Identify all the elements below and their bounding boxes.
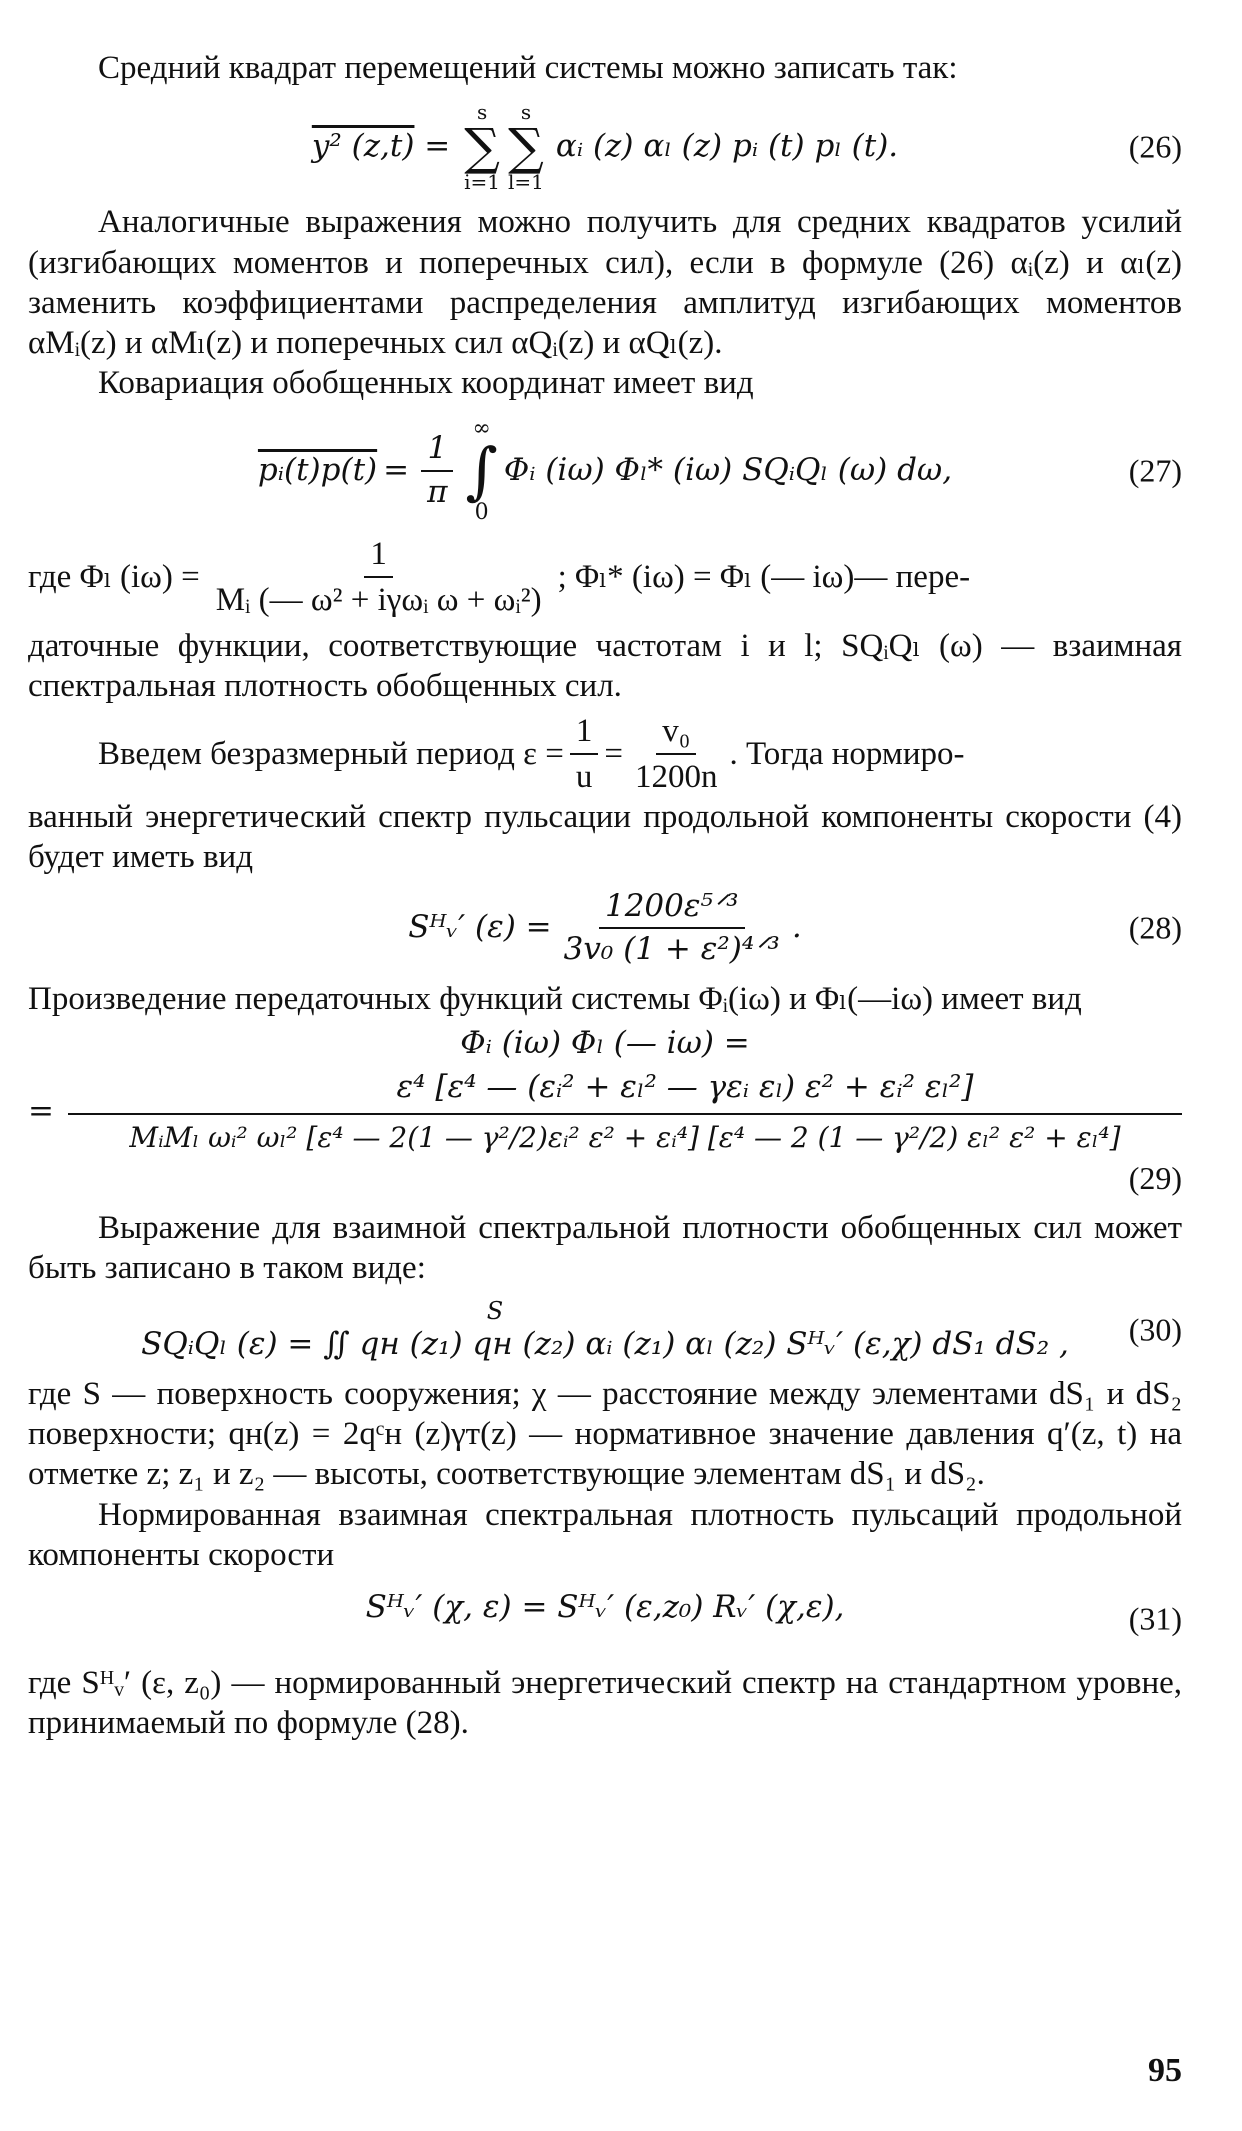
- paragraph-transfer-functions: даточные функции, соответствующие частотам i и l; SQᵢQₗ (ω) — взаимная спектральная плотность обобщенных сил.: [28, 628, 1182, 705]
- paragraph-product: Произведение передаточных функций системы Φᵢ(iω) и Φₗ(—iω) имеет вид: [28, 981, 1082, 1018]
- paragraph-intro: Средний квадрат перемещений системы можно записать так:: [98, 50, 958, 86]
- eq27-body: Φᵢ (iω) Φₗ* (iω) SQᵢQₗ (ω) dω,: [503, 451, 953, 488]
- equation-number-29: (29): [1128, 1160, 1182, 1197]
- eq26-body: αᵢ (z) αₗ (z) pᵢ (t) pₗ (t).: [555, 128, 899, 165]
- integral-sign: ∞ ∫ 0: [465, 415, 498, 525]
- equation-29: Φᵢ (iω) Φₗ (— iω) = = ε⁴ [ε⁴ — (εᵢ² + εₗ² — γεᵢ εₗ) ε² + εᵢ² εₗ²] MᵢMₗ ωᵢ² ωₗ² [ε⁴ — 2(1 — γ²/2)εᵢ² ε² + εᵢ⁴] [ε⁴ — 2 (1 — γ²/2) εₗ² ε² + εₗ⁴] (29): [28, 1025, 1182, 1198]
- eq30-body: SQᵢQₗ (ε) = ∬ qн (z₁) qн (z₂) αᵢ (z₁) αₗ (z₂) Sᴴᵥ′ (ε,χ) dS₁ dS₂ ,: [141, 1325, 1069, 1362]
- paragraph-covariance: Ковариация обобщенных координат имеет вид: [98, 365, 754, 402]
- equation-28: Sᴴᵥ′ (ε) = $\frac{\text{1200ε⁵ᐟ³}}{\text{3v₀ (1 + ε²)⁴ᐟ³}}$ . (28): [408, 887, 1182, 968]
- transfer-function-definition: где Φₗ (iω) = $\frac{1}{\text{Mᵢ (— ω² + iγωᵢ ω + ωᵢ²)}}$ ; Φₗ* (iω) = Φₗ (— iω)— пере-: [28, 534, 1182, 621]
- paragraph-standard-level: где Sᴴᵥ′ (ε, z₀) — нормированный энергетический спектр на стандартном уровне, принимаемый по формуле (28).: [28, 1665, 1182, 1742]
- equation-number-30: (30): [1128, 1311, 1182, 1348]
- eq28-fraction: $\frac{\text{1200ε⁵ᐟ³}}{\text{3v₀ (1 + ε²)⁴ᐟ³}}$: [563, 887, 780, 968]
- paragraph-period: Введем безразмерный период ε = $\frac{1}{u}$ = $\frac{\text{v₀}}{1200n}$ . Тогда нормиро-: [98, 712, 965, 795]
- equation-27: pᵢ(t)p(t) = $\frac{1}{\pi}$ ∞ ∫ 0 Φᵢ (iω) Φₗ* (iω) SQᵢQₗ (ω) dω, (27): [257, 415, 1182, 525]
- sum-sign-i: s ∑ i=1: [464, 100, 501, 195]
- paragraph-cross-spectral: Выражение для взаимной спектральной плотности обобщенных сил может быть записано в таком виде:: [28, 1210, 1182, 1287]
- equation-number-27: (27): [1128, 451, 1182, 488]
- equation-number-28: (28): [1128, 909, 1182, 946]
- equation-number-26: (26): [1128, 128, 1182, 165]
- sum-sign-l: s ∑ l=1: [508, 100, 544, 195]
- page-number: 95: [1148, 2052, 1182, 2089]
- paragraph-normalized: Нормированная взаимная спектральная плотность пульсаций продольной компоненты скорости: [28, 1496, 1182, 1573]
- eq26-lhs: y² (z,t): [311, 128, 415, 165]
- equation-26: y² (z,t) = s ∑ i=1 s ∑ l=1 αᵢ (z) αₗ (z) pᵢ (t) pₗ (t). (26): [311, 100, 1182, 195]
- eq29-fraction: ε⁴ [ε⁴ — (εᵢ² + εₗ² — γεᵢ εₗ) ε² + εᵢ² εₗ²] MᵢMₗ ωᵢ² ωₗ² [ε⁴ — 2(1 — γ²/2)εᵢ² ε² + εᵢ⁴] [ε⁴ — 2 (1 — γ²/2) εₗ² ε² + εₗ⁴]: [68, 1069, 1182, 1155]
- eq27-lhs: pᵢ(t)p(t): [257, 451, 378, 488]
- transfer-function-fraction: $\frac{1}{\text{Mᵢ (— ω² + iγωᵢ ω + ωᵢ²)}}$: [215, 535, 542, 618]
- equation-30: S SQᵢQₗ (ε) = ∬ qн (z₁) qн (z₂) αᵢ (z₁) αₗ (z₂) Sᴴᵥ′ (ε,χ) dS₁ dS₂ , (30): [141, 1296, 1182, 1362]
- equation-number-31: (31): [1128, 1600, 1182, 1637]
- eq27-fraction: $\frac{1}{\pi}$: [421, 430, 453, 512]
- paragraph-analogous: Аналогичные выражения можно получить для средних квадратов усилий (изгибающих моментов и поперечных сил), если в формуле (26) αᵢ(z) и αₗ(z) заменить коэффициентами распределения амплитуд изгибающих моментов αMᵢ(z) и αMₗ(z) и поперечных сил αQᵢ(z) и αQₗ(z).: [28, 204, 1182, 361]
- equation-31: Sᴴᵥ′ (χ, ε) = Sᴴᵥ′ (ε,z₀) Rᵥ′ (χ,ε), (31): [28, 1589, 1182, 1649]
- paragraph-spectrum: ванный энергетический спектр пульсации продольной компоненты скорости (4) будет иметь вид: [28, 799, 1182, 876]
- paragraph-where-surface: где S — поверхность сооружения; χ — расстояние между элементами dS₁ и dS₂ поверхности; qн(z) = 2qᶜн (z)γт(z) — нормативное значение давления q′(z, t) на отметке z; z₁ и z₂ — высоты, соответствующие элементам dS₁ и dS₂.: [28, 1375, 1182, 1493]
